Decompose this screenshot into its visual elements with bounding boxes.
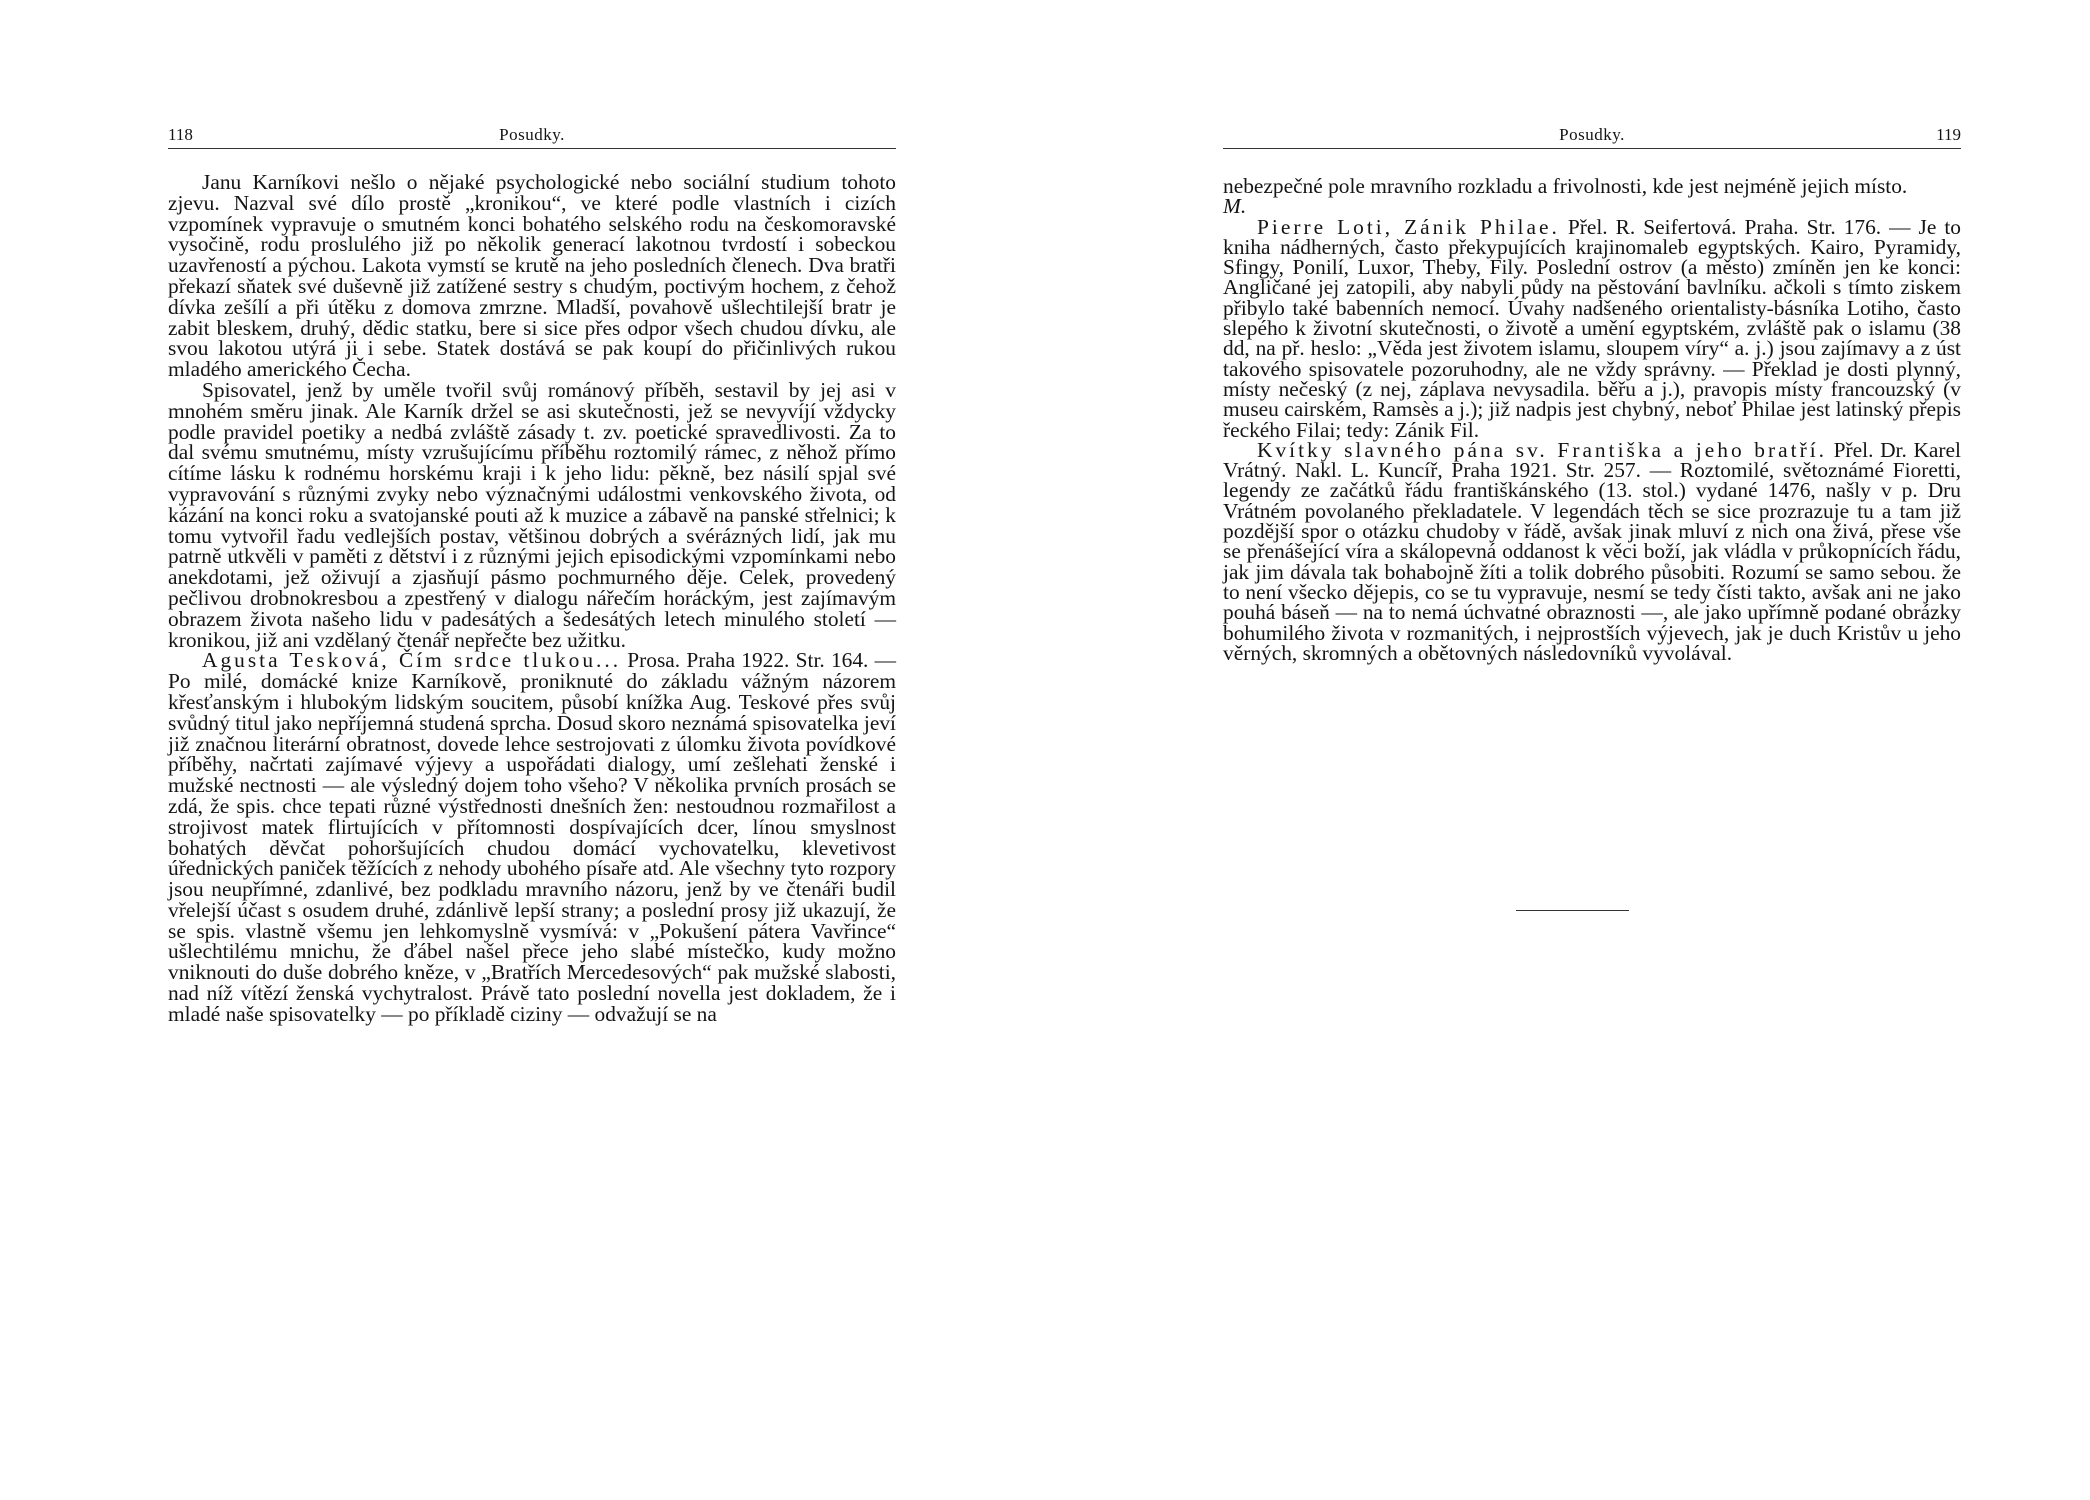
body-text — [168, 172, 896, 1025]
section-end-rule — [1516, 910, 1629, 911]
page-number: 118 — [168, 125, 193, 144]
review-heading: Agusta Tesková, Čím srdce tlukou... — [202, 648, 622, 673]
review-text: Prosa. Praha 1922. Str. 164. — Po milé, domácké knize Karníkově, proniknuté do základu vážným názorem křesťanským i hlubokým lidským soucitem, působí knížka Aug. Teskové přes svůj svůdný titul jako nepříjemná studená sprcha. Dosud skoro neznámá spisovatelka jeví již značnou literární obratnost, dovede lehce sestrojovati z úlomku života povídkové příběhy, načrtati zajímavé výjevy a uspořádati dialogy, umí zešlehati ženské i mužské nectnosti — ale výsledný dojem toho všeho? V několika prvních prosách se zdá, že spis. chce tepati různé výstřednosti dnešních žen: nestoudnou rozmařilost a strojivost matek flirtujících v přítomnosti dospívajících dcer, línou smyslnost bohatých děvčat pohoršujících chudou domácí vychovatelku, klevetivost úřednických paniček těžících z nehody ubohého písaře atd. Ale všechny tyto rozpory jsou neupřímné, zdanlivé, bez podkladu mravního názoru, jenž by ve čtenáři budil vřelejší účast s osudem druhé, zdánlivě lepší strany; a poslední prosy již ukazují, že se spis. vlastně všemu jen lehkomyslně vysmívá: v „Pokušení pátera Vavřince“ ušlechtilému mnichu, že ďábel našel přece jeho slabé místečko, kudy možno vniknouti do duše dobrého kněze, v „Bratřích Mercedesových“ pak mužské slabosti, nad níž vítězí ženská vychytralost. Právě tato poslední novella jest dokladem, že i mladé naše spisovatelky — po příkladě ciziny — odvažují se na — [168, 648, 896, 1026]
paragraph: Spisovatel, jenž by uměle tvořil svůj románový příběh, sestavil by jej asi v mnohém směru jinak. Ale Karník držel se asi skutečnosti, jež se nevyvíjí vždycky podle pravidel poetiky a nedbá zvláště zásady t. zv. poetické spravedlivosti. Za to dal svému smutnému, místy vzrušujícímu příběhu roztomilý rámec, z něhož přímo cítíme lásku k rodnému horskému kraji i k jeho lidu: pěkně, bez násilí spjal své vypravování s různými zvyky nebo význačnými událostmi venkovského života, od kázání na konci roku a svatojanské pouti až k muzice a zábavě na panské střelnici; k tomu vytvořil řadu vedlejších postav, většinou dobrých a svérázných lidí, jak mu patrně utkvěli v paměti z dětství i z různými jejich episodickými vzpomínkami nebo anekdotami, jež oživují a zjasňují pásmo pochmurného děje. Celek, provedený pečlivou drobnokresbou a zpestřený v dialogu nářečím horáckým, jest zajímavým obrazem života našeho lidu v padesátých a šedesátých letech minulého století — kronikou, již ani vzdělaný čtenář nepřečte bez užitku. — [168, 377, 896, 652]
page-header — [1223, 122, 1961, 149]
paragraph: Janu Karníkovi nešlo o nějaké psychologické nebo sociální studium tohoto zjevu. Nazval své dílo prostě „kronikou“, ve které podle vlastních i cizích vzpomínek vypravuje o smutném konci bohatého selského rodu na českomoravské vysočině, rodu proslulého již po několik generací lakotnou tvrdostí i sobeckou uzavřeností a pýchou. Lakota vymstí se krutě na jeho posledních členech. Dva bratři překazí sňatek své duševně již zatížené sestry s chudým, poctivým hochem, z čehož dívka zešílí a při útěku z domova zmrzne. Mladší, povahově ušlechtilejší bratr je zabit bleskem, druhý, dědic statku, bere si sice přes odpor všech chudou dívku, ale svou lakotou utýrá ji i sebe. Statek dostává se pak koupí do přičinlivých rukou mladého amerického Čecha. — [168, 170, 896, 382]
review-heading: Kvítky slavného pána sv. Františka a jeho bratří. — [1257, 437, 1827, 462]
right-page — [1045, 0, 2090, 1500]
review-heading: Pierre Loti, Zánik Philae. — [1257, 214, 1560, 239]
review-text: Přel. R. Seifertová. Praha. Str. 176. — Je to kniha nádherných, často překypujících krajinomaleb egyptských. Kairo, Pyramidy, Sfingy, Ponilí, Luxor, Theby, Fily. Poslední ostrov (a město) zmíněn jen ke konci: Angličané jej zatopili, aby nabyli půdy na pěstování bavlníku. ačkoli s tímto ziskem přibylo také babenních nemocí. Úvahy nadšeného orientalisty-básníka Lotiho, často slepého k životní skutečnosti, o životě a umění egyptském, zvláště pak o islamu (38 dd, na př. heslo: „Věda jest životem islamu, sloupem víry“ a. j.) jsou zajímavy a z úst takového spisovatele pozoruhodny, ale ne vždy správny. — Překlad je dosti plynný, místy nečeský (z nej, záplava nevysadila. běřu a j.), pravopis místy francouzský (v museu cairském, Ramsès a j.); již nadpis jest chybný, neboť Philae jest latinský přepis řeckého Filai; tedy: Zánik Fil. — [1223, 214, 1962, 442]
body-text — [1223, 176, 1961, 663]
running-head: Posudky. — [1559, 125, 1625, 144]
review-paragraph — [1223, 214, 1962, 442]
review-text: Přel. Dr. Karel Vrátný. Nakl. L. Kuncíř, Praha 1921. Str. 257. — Roztomilé, světoznámé Fioretti, legendy ze začátků řádu františkánského (13. stol.) vydané 1476, našly v p. Dru Vrátném povolaného překladatele. V legendách těch se sice prozrazuje tu a tam již pozdější spor o otázku chudoby v řádě, avšak jinak mluví z nich ona živá, přese vše se přenášející víra a skálopevná oddanost k věci boží, jak vládla v průkopnících řádu, jak jim dávala tak bohabojně žíti a tolik dobrého působiti. Rozumí se samo sebou. že to není všecko dějepis, co se tu vypravuje, nesmí se tedy čísti takto, avšak ani ne jako pouhá báseň — na to nemá úchvatné obraznosti —, ale jako upřímně podané obrázky bohumilého života v rozmanitých, i nejprostších výjevech, jak je duch Kristův u jeho věrných, skromných a obětovných následovníků vyvolával. — [1223, 437, 1961, 665]
running-head: Posudky. — [499, 125, 565, 144]
page-number: 119 — [1936, 125, 1961, 144]
page-header — [168, 122, 896, 149]
review-paragraph — [1223, 437, 1961, 665]
signature: M. — [1223, 194, 1247, 219]
review-paragraph — [168, 650, 896, 1024]
paragraph: nebezpečné pole mravního rozkladu a frivolnosti, kde jest nejméně jejich místo. — [1223, 174, 1908, 198]
